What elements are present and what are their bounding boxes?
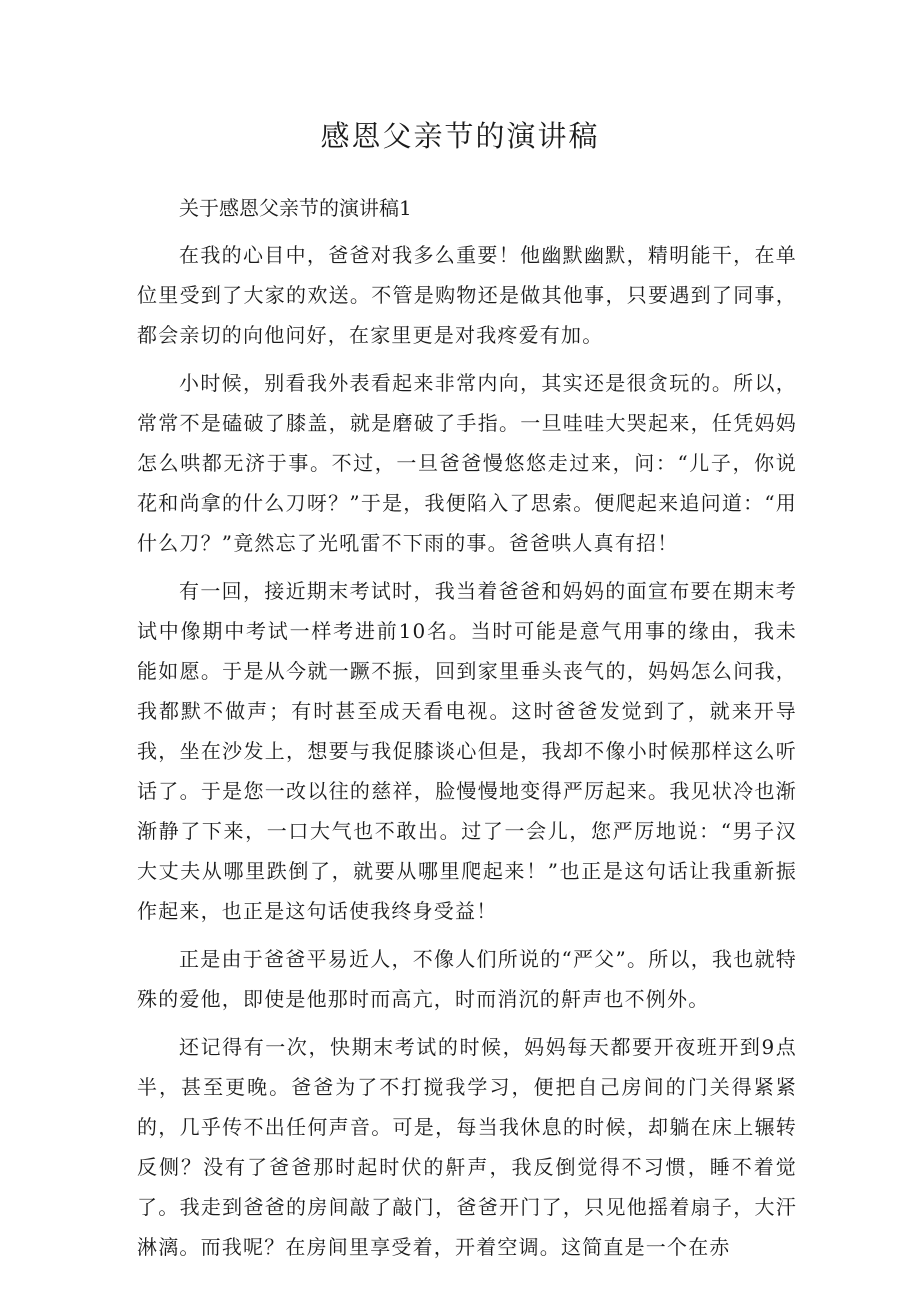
paragraph-1: 在我的心目中，爸爸对我多么重要！他幽默幽默，精明能干，在单位里受到了大家的欢送。不管是购物还是做其他事，只要遇到了同事，都会亲切的向他问好，在家里更是对我疼爱有加。 (137, 243, 797, 347)
paragraph-5: 还记得有一次，快期末考试的时候，妈妈每天都要开夜班开到9点半，甚至更晚。爸爸为了不打搅我学习，便把自己房间的门关得紧紧的，几乎传不出任何声音。可是，每当我休息的时候，却躺在床上辗转反侧？没有了爸爸那时起时伏的鼾声，我反倒觉得不习惯，睡不着觉了。我走到爸爸的房间敲了敲门，爸爸开门了，只见他摇着扇子，大汗淋漓。而我呢？在房间里享受着，开着空调。这简直是一个在赤 (137, 1035, 797, 1259)
document-body (137, 188, 797, 1275)
section-heading: 关于感恩父亲节的演讲稿1 (179, 196, 412, 220)
page-title: 感恩父亲节的演讲稿 (320, 119, 600, 153)
paragraph-2: 小时候，别看我外表看起来非常内向，其实还是很贪玩的。所以，常常不是磕破了膝盖，就是磨破了手指。一旦哇哇大哭起来，任凭妈妈怎么哄都无济于事。不过，一旦爸爸慢悠悠走过来，问：“儿子，你说花和尚拿的什么刀呀？”于是，我便陷入了思索。便爬起来追问道：“用什么刀？”竟然忘了光吼雷不下雨的事。爸爸哄人真有招！ (137, 371, 797, 555)
paragraph-3: 有一回，接近期末考试时，我当着爸爸和妈妈的面宣布要在期末考试中像期中考试一样考进前10名。当时可能是意气用事的缘由，我未能如愿。于是从今就一蹶不振，回到家里垂头丧气的，妈妈怎么问我，我都默不做声；有时甚至成天看电视。这时爸爸发觉到了，就来开导我，坐在沙发上，想要与我促膝谈心但是，我却不像小时候那样这么听话了。于是您一改以往的慈祥，脸慢慢地变得严厉起来。我见状冷也渐渐静了下来，一口大气也不敢出。过了一会儿，您严厉地说：“男子汉大丈夫从哪里跌倒了，就要从哪里爬起来！”也正是这句话让我重新振作起来，也正是这句话使我终身受益！ (137, 579, 797, 923)
paragraph-4: 正是由于爸爸平易近人，不像人们所说的“严父”。所以，我也就特殊的爱他，即使是他那时而高亢，时而消沉的鼾声也不例外。 (137, 947, 797, 1011)
